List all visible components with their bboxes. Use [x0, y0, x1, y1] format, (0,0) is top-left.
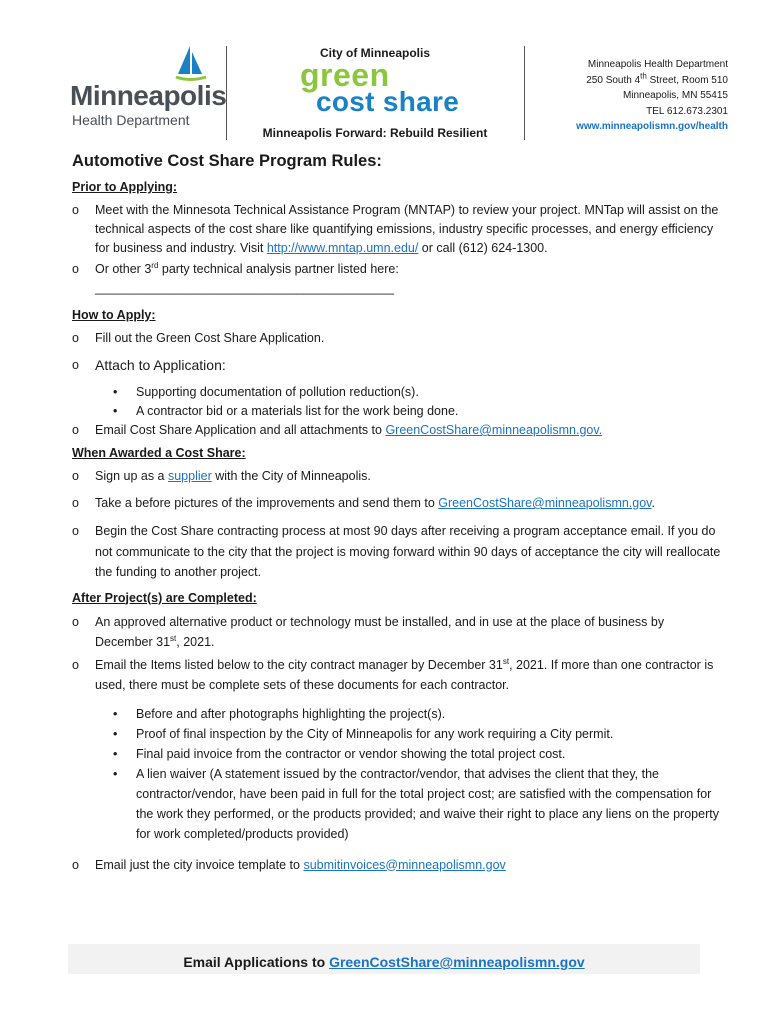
rules-content: [72, 150, 722, 877]
sub-list-item: • A contractor bid or a materials list for the work being done.: [113, 404, 459, 418]
footer-text: Email Applications to: [183, 954, 330, 970]
list-item: o Or other 3rd party technical analysis partner listed here: ___________________________________________: [72, 260, 399, 295]
forward-tagline: Minneapolis Forward: Rebuild Resilient: [262, 126, 488, 140]
sub-list-item: • Before and after photographs highlighting the project(s).: [113, 706, 446, 721]
minneapolis-health-logo: [70, 44, 227, 128]
email-link[interactable]: GreenCostShare@minneapolismn.gov.: [385, 423, 603, 437]
list-item: o Email the Items listed below to the city contract manager by December 31st, 2021. If more than one contractor is used, there must be complete sets of these documents for each contractor.: [72, 656, 714, 692]
contact-street: 250 South 4th Street, Room 510: [586, 71, 728, 86]
list-item: o Email just the city invoice template to submitinvoices@minneapolismn.gov: [72, 857, 506, 872]
contact-website-link[interactable]: www.minneapolismn.gov/health: [576, 121, 728, 132]
list-item: o Take a before pictures of the improvements and send them to GreenCostShare@minneapolismn.gov.: [72, 496, 655, 510]
invoice-email-link[interactable]: submitinvoices@minneapolismn.gov: [303, 857, 506, 872]
city-line: City of Minneapolis: [319, 46, 430, 60]
header-divider-right: [524, 46, 525, 140]
list-item: o Sign up as a supplier with the City of Minneapolis.: [72, 469, 371, 483]
sub-list-item: • A lien waiver (A statement issued by the contractor/vendor, that advises the client that they, the contractor/vendor, have been paid in full for the total project cost; are satisfied with the compensation for the work they performed, or the products provided; and waive their right to place any liens on the property for work completed/products provided): [113, 766, 719, 841]
section-heading-how: How to Apply:: [72, 308, 156, 322]
section-heading-awarded: When Awarded a Cost Share:: [72, 446, 246, 460]
logo-name: Minneapolis: [70, 80, 227, 111]
section-heading-after: After Project(s) are Completed:: [72, 590, 257, 605]
brand-cost-share: cost share: [316, 86, 460, 117]
list-item: o Email Cost Share Application and all attachments to GreenCostShare@minneapolismn.gov.: [72, 423, 603, 437]
blank-line: ___________________________________________: [95, 281, 394, 295]
brand-green: green: [300, 57, 390, 93]
mntap-link[interactable]: http://www.mntap.umn.edu/: [266, 241, 419, 255]
footer-email-link[interactable]: GreenCostShare@minneapolismn.gov: [329, 954, 585, 970]
list-item: o Meet with the Minnesota Technical Assistance Program (MNTAP) to review your project. MNTap will assist on the technical aspects of the cost share like quantifying emissions, industry specific processes, and energy efficiency for business and industry. Visit http://www.mntap.umn.edu/ or call (612) 624-1300.: [72, 203, 719, 255]
list-item: o Begin the Cost Share contracting process at most 90 days after receiving a program acceptance email. If you do not communicate to the city that the project is moving forward within 90 days of acceptance the city will reallocate the funding to another project.: [72, 524, 721, 579]
list-item: o Attach to Application:: [72, 357, 226, 373]
header-divider-left: [226, 46, 227, 140]
page-title: Automotive Cost Share Program Rules:: [72, 152, 382, 170]
logo-dept: Health Department: [72, 112, 190, 128]
section-heading-prior: Prior to Applying:: [72, 180, 178, 194]
contact-block: [540, 57, 728, 135]
list-item: o Fill out the Green Cost Share Application.: [72, 331, 325, 345]
email-link[interactable]: GreenCostShare@minneapolismn.gov: [438, 496, 652, 510]
sub-list-item: • Supporting documentation of pollution reduction(s).: [113, 385, 419, 399]
contact-city: Minneapolis, MN 55415: [622, 90, 728, 101]
sailboat-icon: [174, 44, 208, 84]
sub-list-item: • Proof of final inspection by the City of Minneapolis for any work requiring a City permit.: [113, 726, 614, 741]
sub-list-item: • Final paid invoice from the contractor or vendor showing the total project cost.: [113, 746, 566, 761]
list-item: o An approved alternative product or technology must be installed, and in use at the place of business by December 31st, 2021.: [72, 614, 665, 649]
contact-tel: TEL 612.673.2301: [646, 105, 728, 117]
footer-banner: [68, 944, 700, 974]
contact-dept: Minneapolis Health Department: [587, 59, 728, 70]
supplier-link[interactable]: supplier: [167, 469, 212, 483]
